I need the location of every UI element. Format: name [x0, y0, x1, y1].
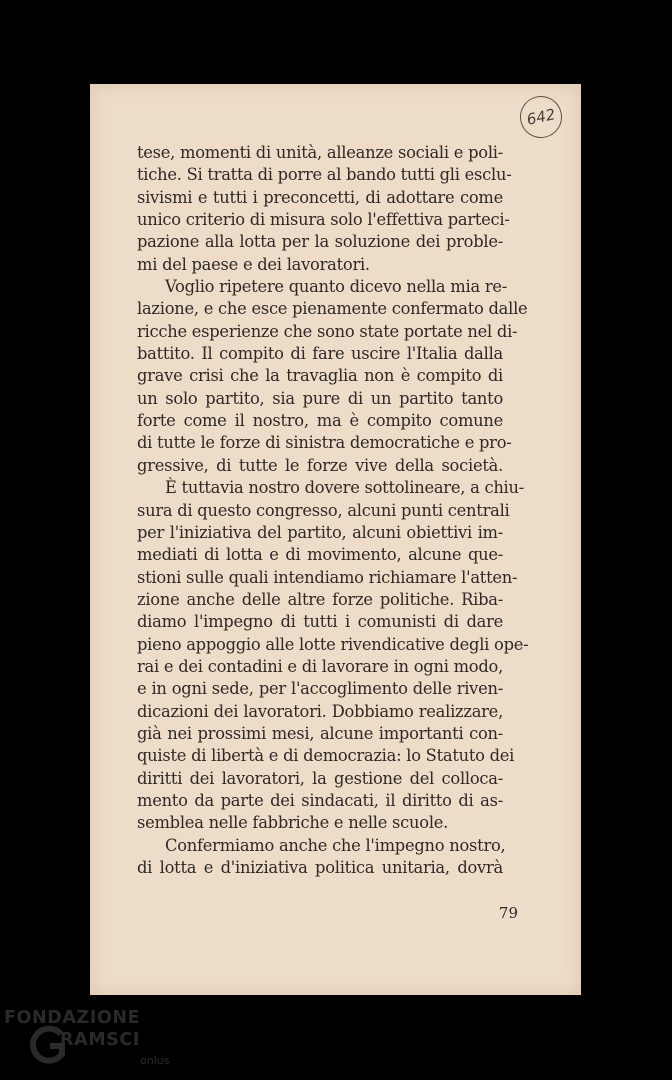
document-page: [90, 84, 581, 995]
text-line: già nei prossimi mesi, alcune importanti con-: [137, 723, 503, 743]
text-line: sura di questo congresso, alcuni punti centrali: [137, 500, 510, 520]
text-line: per l'iniziativa del partito, alcuni obiettivi im-: [137, 522, 503, 542]
text-line: gressive, di tutte le forze vive della società.: [137, 455, 503, 475]
logo-line-2: RAMSCI: [60, 1030, 140, 1050]
text-line: quiste di libertà e di democrazia: lo Statuto dei: [137, 746, 515, 766]
body-text: [137, 142, 529, 879]
text-line: tiche. Si tratta di porre al bando tutti gli esclu-: [137, 165, 512, 185]
text-line: di tutte le forze di sinistra democratiche e pro-: [137, 433, 512, 453]
text-line: sivismi e tutti i preconcetti, di adottare come: [137, 187, 503, 207]
text-line: un solo partito, sia pure di un partito tanto: [137, 388, 503, 408]
text-line: e in ogni sede, per l'accoglimento delle riven-: [137, 679, 503, 699]
text-line: grave crisi che la travaglia non è compito di: [137, 366, 503, 386]
logo-line-1: FONDAZIONE: [4, 1008, 141, 1028]
text-line: mi del paese e dei lavoratori.: [137, 254, 370, 274]
text-line: mediati di lotta e di movimento, alcune que-: [137, 545, 503, 565]
text-line: È tuttavia nostro dovere sottolineare, a chiu-: [165, 478, 525, 498]
text-line: pieno appoggio alle lotte rivendicative degli ope-: [137, 634, 529, 654]
text-line: diamo l'impegno di tutti i comunisti di dare: [137, 612, 503, 632]
text-line: diritti dei lavoratori, la gestione del colloca-: [137, 768, 503, 788]
text-line: zione anche delle altre forze politiche. Riba-: [137, 589, 503, 609]
logo-subtitle: onlus: [140, 1054, 170, 1067]
text-line: pazione alla lotta per la soluzione dei proble-: [137, 232, 503, 252]
fondazione-gramsci-logo: [4, 1008, 176, 1074]
page-number: 79: [498, 904, 518, 922]
text-line: ricche esperienze che sono state portate nel di-: [137, 321, 518, 341]
archive-stamp: 642: [516, 92, 566, 142]
text-line: dicazioni dei lavoratori. Dobbiamo realizzare,: [137, 701, 503, 721]
text-line: lazione, e che esce pienamente confermato dalle: [137, 299, 528, 319]
text-line: battito. Il compito di fare uscire l'Italia dalla: [137, 344, 503, 364]
text-line: rai e dei contadini e di lavorare in ogni modo,: [137, 656, 503, 676]
text-line: Voglio ripetere quanto dicevo nella mia re-: [165, 277, 507, 297]
text-line: di lotta e d'iniziativa politica unitaria, dovrà: [137, 858, 503, 877]
text-line: tese, momenti di unità, alleanze sociali e poli-: [137, 143, 503, 162]
text-line: stioni sulle quali intendiamo richiamare l'atten-: [137, 567, 518, 587]
text-line: Confermiamo anche che l'impegno nostro,: [165, 835, 506, 855]
text-line: unico criterio di misura solo l'effettiva parteci-: [137, 210, 510, 230]
text-line: forte come il nostro, ma è compito comune: [137, 411, 503, 431]
text-line: mento da parte dei sindacati, il diritto di as-: [137, 790, 503, 810]
text-line: semblea nelle fabbriche e nelle scuole.: [137, 813, 449, 833]
